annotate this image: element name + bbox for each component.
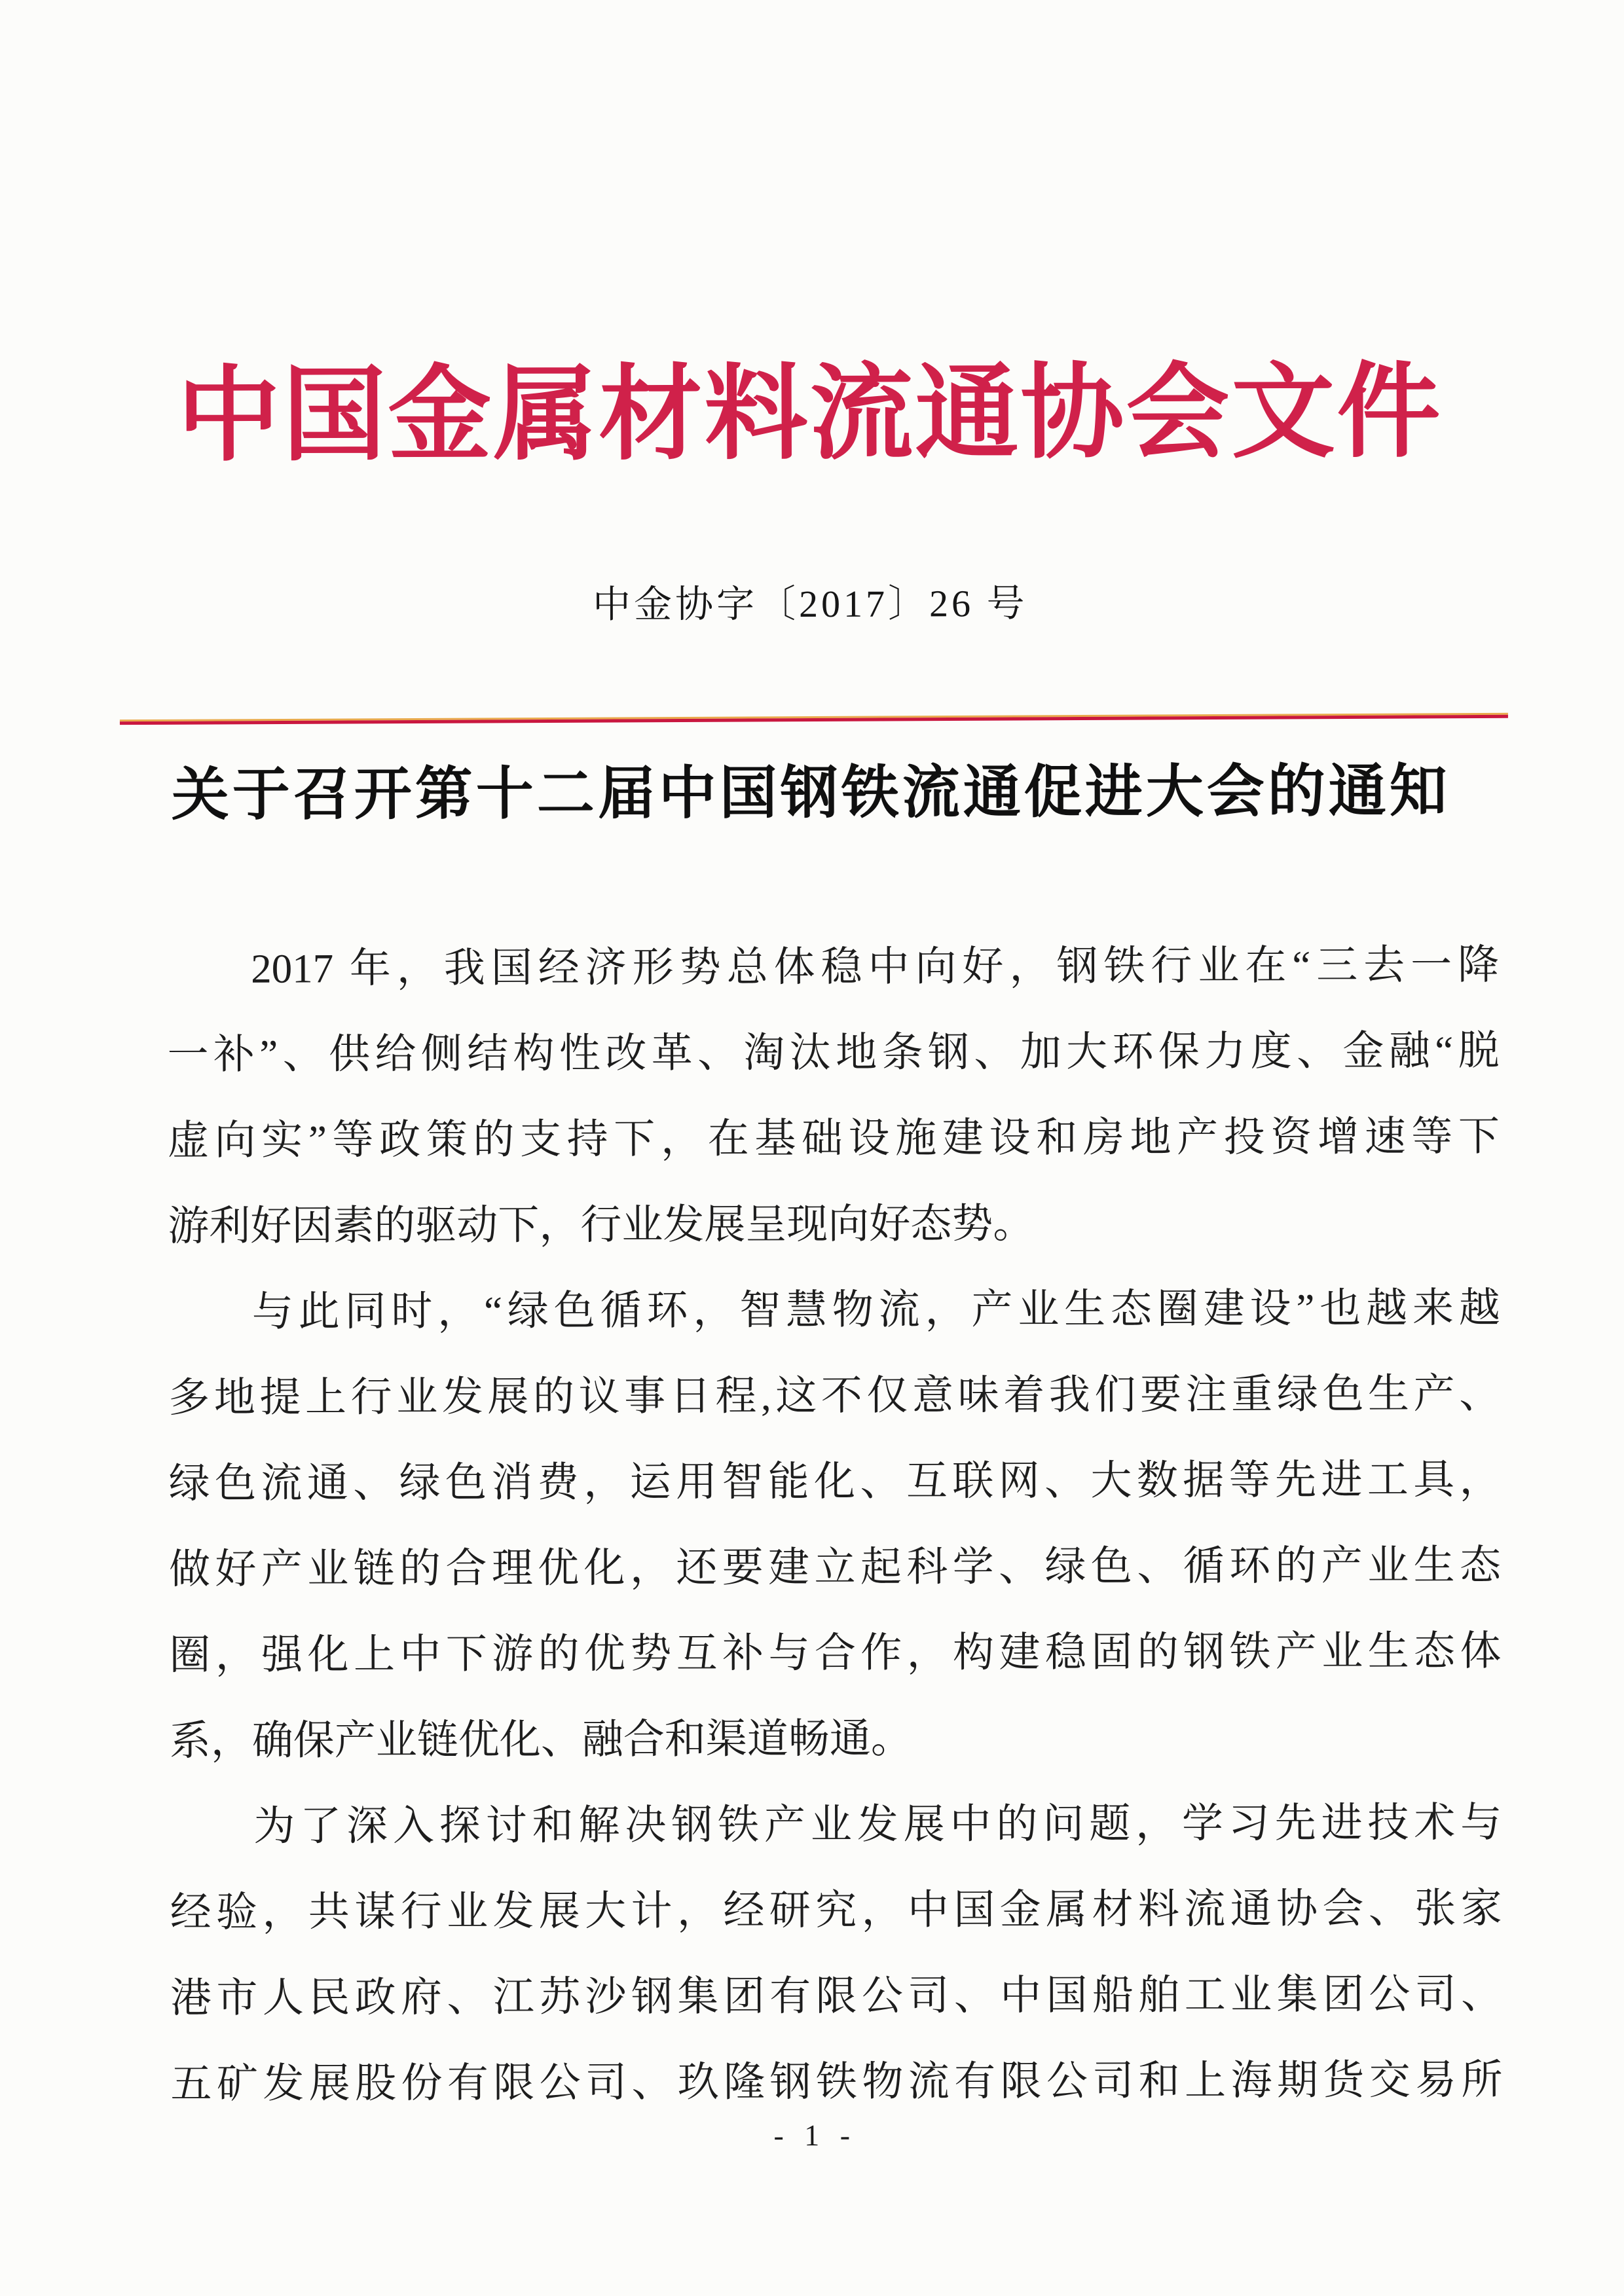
body-line: 2017 年，我国经济形势总体稳中向好，钢铁行业在“三去一降	[251, 941, 1500, 992]
body-line: 一补”、供给侧结构性改革、淘汰地条钢、加大环保力度、金融“脱	[167, 1027, 1500, 1078]
body-line: 游利好因素的驱动下，行业发展呈现向好态势。	[168, 1200, 1035, 1250]
document-number: 中金协字〔2017〕26 号	[593, 581, 1028, 627]
org-document-header: 中国金属材料流通协会文件	[177, 355, 1443, 475]
body-line: 多地提上行业发展的议事日程,这不仅意味着我们要注重绿色生产、	[168, 1370, 1501, 1421]
body-line: 经验，共谋行业发展大计，经研究，中国金属材料流通协会、张家	[170, 1885, 1502, 1936]
body-line: 系，确保产业链优化、融合和渠道畅通。	[169, 1715, 912, 1764]
body-line: 港市人民政府、江苏沙钢集团有限公司、中国船舶工业集团公司、	[170, 1971, 1503, 2022]
page-number: - 1 -	[773, 2118, 857, 2153]
body-line: 为了深入探讨和解决钢铁产业发展中的问题，学习先进技术与	[253, 1799, 1502, 1850]
document-body	[167, 922, 1503, 2127]
body-line: 五矿发展股份有限公司、玖隆钢铁物流有限公司和上海期货交易所	[170, 2056, 1503, 2107]
red-divider-line	[120, 713, 1508, 725]
body-line: 绿色流通、绿色消费，运用智能化、互联网、大数据等先进工具，	[168, 1456, 1501, 1507]
body-line: 做好产业链的合理优化，还要建立起科学、绿色、循环的产业生态	[168, 1542, 1502, 1593]
document-title: 关于召开第十二届中国钢铁流通促进大会的通知	[171, 759, 1450, 828]
body-line: 与此同时，“绿色循环，智慧物流，产业生态圈建设”也越来越	[251, 1285, 1500, 1335]
body-line: 虚向实”等政策的支持下，在基础设施建设和房地产投资增速等下	[167, 1113, 1500, 1164]
body-line: 圈，强化上中下游的优势互补与合作，构建稳固的钢铁产业生态体	[169, 1628, 1502, 1679]
